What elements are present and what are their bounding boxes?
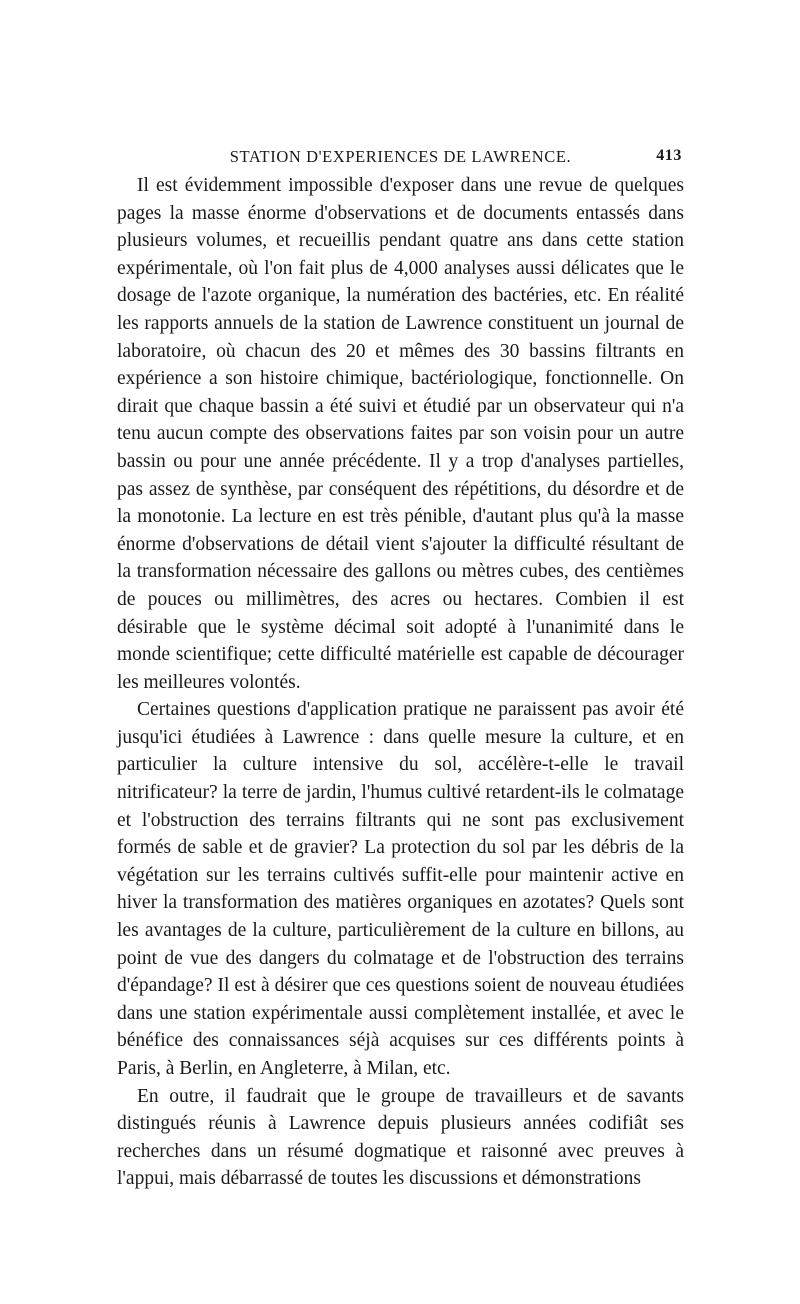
page-number: 413 bbox=[656, 147, 682, 164]
paragraph-2: Certaines questions d'application pratique ne paraissent pas avoir été jusqu'ici étudiées à Lawrence : dans quelle mesure la culture, et en particulier la culture intensive du sol, accélère-t-elle le travail nitrificateur? la terre de jardin, l'humus cultivé retardent-ils le colmatage et l'obstruction des terrains filtrants qui ne sont pas exclusivement formés de sable et de gravier? La protection du sol par les débris de la végétation sur les terrains cultivés suffit-elle pour maintenir active en hiver la transformation des matières organiques en azotates? Quels sont les avantages de la culture, particulièrement de la culture en billons, au point de vue des dangers du colmatage et de l'obstruction des terrains d'épandage? Il est à désirer que ces questions soient de nouveau étudiées dans une station expérimentale aussi complètement installée, et avec le bénéfice des connaissances séjà acquises sur ces différents points à Paris, à Berlin, en Angleterre, à Milan, etc. bbox=[117, 699, 684, 1079]
paragraph-1: Il est évidemment impossible d'exposer dans une revue de quelques pages la masse énorme d'observations et de documents entassés dans plusieurs volumes, et recueillis pendant quatre ans dans cette station expérimentale, où l'on fait plus de 4,000 analyses aussi délicates que le dosage de l'azote organique, la numération des bactéries, etc. En réalité les rapports annuels de la station de Lawrence constituent un journal de laboratoire, où chacun des 20 et mêmes des 30 bassins filtrants en expérience a son histoire chimique, bactériologique, fonctionnelle. On dirait que chaque bassin a été suivi et étudié par un observateur qui n'a tenu aucun compte des observations faites par son voisin pour un autre bassin ou pour une année précédente. Il y a trop d'analyses partielles, pas assez de synthèse, par conséquent des répétitions, du désordre et de la monotonie. La lecture en est très pénible, d'autant plus qu'à la masse énorme d'observations de détail vient s'ajouter la difficulté résultant de la transformation nécessaire des gallons ou mètres cubes, des centièmes de pouces ou millimètres, des acres ou hectares. Combien il est désirable que le système décimal soit adopté à l'unanimité dans le monde scientifique; cette difficulté matérielle est capable de décourager les meilleures volontés. bbox=[117, 175, 684, 693]
paragraph-3: En outre, il faudrait que le groupe de travailleurs et de savants distingués réunis à Lawrence depuis plusieurs années codifiât ses recherches dans un résumé dogmatique et raisonné avec preuves à l'appui, mais débarrassé de toutes les discussions et démonstrations bbox=[117, 1085, 684, 1190]
body-text bbox=[117, 172, 684, 1193]
running-title: STATION D'EXPERIENCES DE LAWRENCE. bbox=[229, 147, 572, 166]
book-page bbox=[117, 140, 684, 1193]
running-head bbox=[117, 140, 684, 172]
